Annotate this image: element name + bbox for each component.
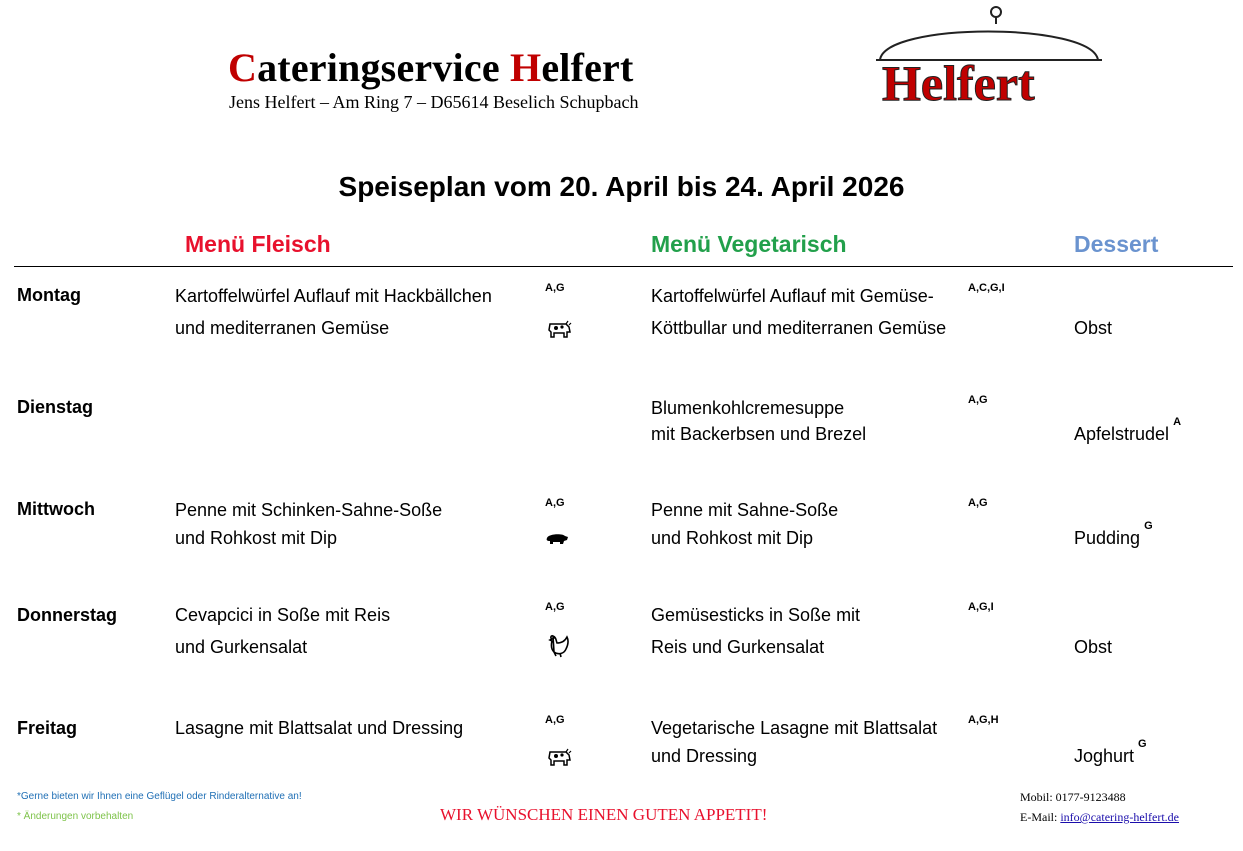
veg-line: Kartoffelwürfel Auflauf mit Gemüse- bbox=[651, 286, 934, 306]
dessert-allergens: G bbox=[1138, 738, 1147, 750]
meat-line: Lasagne mit Blattsalat und Dressing bbox=[175, 718, 464, 738]
footer-note-changes: * Änderungen vorbehalten bbox=[17, 811, 134, 822]
veg-line: und Dressing bbox=[651, 746, 758, 766]
day-label: Donnerstag bbox=[17, 605, 118, 625]
veg-allergens: A,C,G,I bbox=[968, 282, 1005, 294]
meat-allergens: A,G bbox=[545, 714, 565, 726]
veg-line: Gemüsesticks in Soße mit bbox=[651, 605, 861, 625]
veg-line: Reis und Gurkensalat bbox=[651, 637, 825, 657]
day-label: Montag bbox=[17, 285, 81, 305]
dessert: Apfelstrudel$^A$ bbox=[1074, 416, 1182, 444]
veg-allergens: A,G bbox=[968, 394, 988, 406]
veg-line: Blumenkohlcremesuppe bbox=[651, 398, 845, 418]
company-name: Cateringservice Helfert bbox=[228, 45, 634, 90]
chicken-icon bbox=[545, 632, 573, 660]
meat-line: Cevapcici in Soße mit Reis bbox=[175, 605, 391, 625]
dessert: Pudding$^G$ bbox=[1074, 520, 1153, 548]
veg-allergens: A,G,H bbox=[968, 714, 999, 726]
footer-note-alternative: *Gerne bieten wir Ihnen eine Geflügel oder Rinderalternative an! bbox=[17, 791, 302, 802]
meat-line: Kartoffelwürfel Auflauf mit Hackbällchen bbox=[175, 286, 492, 306]
meat-line: und mediterranen Gemüse bbox=[175, 318, 390, 338]
dessert: Joghurt$^G$ bbox=[1074, 738, 1147, 766]
page-title: Speiseplan vom 20. April bis 24. April 2026 bbox=[338, 171, 905, 202]
meat-line: Penne mit Schinken-Sahne-Soße bbox=[175, 500, 443, 520]
veg-line: mit Backerbsen und Brezel bbox=[651, 424, 867, 444]
veg-allergens: A,G,I bbox=[968, 601, 994, 613]
email-link[interactable]: info@catering-helfert.de bbox=[1060, 810, 1179, 824]
veg-line: Penne mit Sahne-Soße bbox=[651, 500, 839, 520]
meat-allergens: A,G bbox=[545, 497, 565, 509]
contact-mobile: Mobil: 0177-9123488 bbox=[1020, 790, 1126, 804]
logo-text: Helfert bbox=[882, 55, 1035, 111]
day-label: Dienstag bbox=[17, 397, 94, 417]
day-label: Mittwoch bbox=[17, 499, 95, 519]
cow-icon bbox=[546, 318, 572, 340]
meat-line: und Gurkensalat bbox=[175, 637, 308, 657]
dessert: Obst bbox=[1074, 637, 1113, 657]
pig-icon bbox=[544, 529, 570, 551]
appetit-message: WIR WÜNSCHEN EINEN GUTEN APPETIT! bbox=[440, 805, 768, 824]
veg-line: Vegetarische Lasagne mit Blattsalat bbox=[651, 718, 938, 738]
contact-email: E-Mail: info@catering-helfert.de bbox=[1020, 810, 1179, 824]
column-heading-fleisch: Menü Fleisch bbox=[185, 231, 331, 257]
dessert-allergens: G bbox=[1144, 520, 1153, 532]
meat-allergens: A,G bbox=[545, 601, 565, 613]
meat-line: und Rohkost mit Dip bbox=[175, 528, 338, 548]
company-address: Jens Helfert – Am Ring 7 – D65614 Beselich Schupbach bbox=[229, 92, 639, 112]
column-heading-vegetarisch: Menü Vegetarisch bbox=[651, 231, 847, 257]
veg-line: Köttbullar und mediterranen Gemüse bbox=[651, 318, 947, 338]
veg-allergens: A,G bbox=[968, 497, 988, 509]
veg-line: und Rohkost mit Dip bbox=[651, 528, 814, 548]
column-heading-dessert: Dessert bbox=[1074, 231, 1159, 257]
meat-allergens: A,G bbox=[545, 282, 565, 294]
header-divider bbox=[14, 266, 1233, 267]
day-label: Freitag bbox=[17, 718, 78, 738]
dessert: Obst bbox=[1074, 318, 1113, 338]
cow-icon bbox=[546, 746, 572, 768]
helfert-logo bbox=[872, 2, 1104, 112]
dessert-allergens: A bbox=[1173, 416, 1182, 428]
